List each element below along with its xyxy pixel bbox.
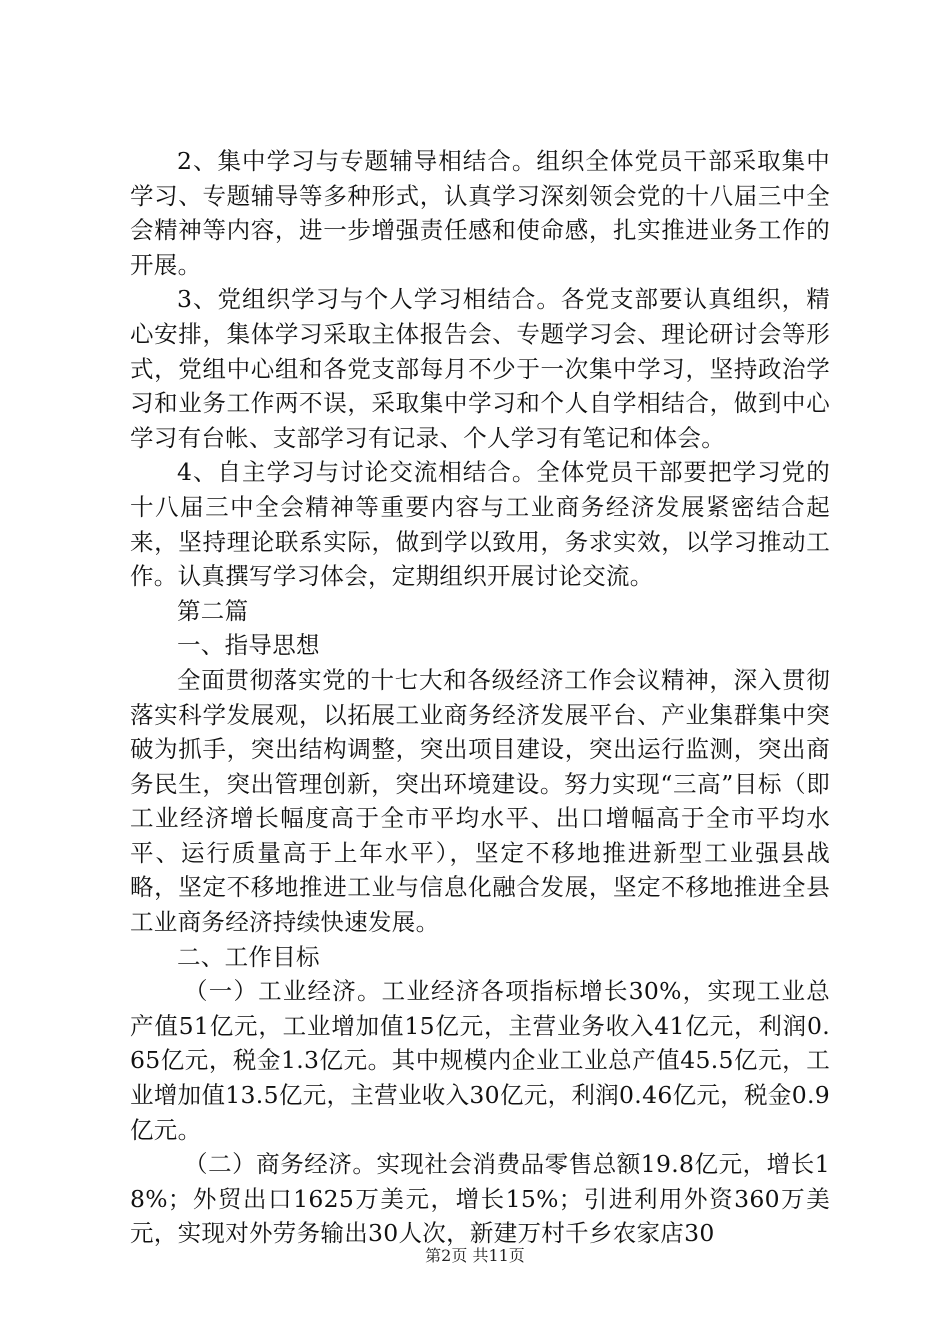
paragraph-item-3: 3、党组织学习与个人学习相结合。各党支部要认真组织，精心安排，集体学习采取主体报告会、专题学习会、理论研讨会等形式，党组中心组和各党支部每月不少于一次集中学习，坚持政治学习和业务工作两不误，采取集中学习和个人自学相结合，做到中心学习有台帐、支部学习有记录、个人学习有笔记和体会。 — [130, 285, 830, 452]
section-heading-work-goals: 二、工作目标 — [177, 942, 320, 971]
paragraph-guiding-thought: 全面贯彻落实党的十七大和各级经济工作会议精神，深入贯彻落实科学发展观，以拓展工业商务经济发展平台、产业集群集中突破为抓手，突出结构调整，突出项目建设，突出运行监测，突出商务民生，突出管理创新，突出环境建设。努力实现“三高”目标（即工业经济增长幅度高于全市平均水平、出口增幅高于全市平均水平、运行质量高于上年水平），坚定不移地推进新型工业强县战略，坚定不移地推进工业与信息化融合发展，坚定不移地推进全县工业商务经济持续快速发展。 — [130, 665, 830, 937]
paragraph-item-4: 4、自主学习与讨论交流相结合。全体党员干部要把学习党的十八届三中全会精神等重要内容与工业商务经济发展紧密结合起来，坚持理论联系实际，做到学以致用，务求实效，以学习推动工作。认真撰写学习体会，定期组织开展讨论交流。 — [130, 458, 830, 591]
paragraph-commerce-economy: （二）商务经济。实现社会消费品零售总额19.8亿元，增长18%；外贸出口1625万美元，增长15%；引进利用外资360万美元，实现对外劳务输出30人次，新建万村千乡农家店30 — [130, 1150, 830, 1248]
section-heading-second-part: 第二篇 — [177, 596, 249, 625]
paragraph-industrial-economy: （一）工业经济。工业经济各项指标增长30%，实现工业总产值51亿元，工业增加值15亿元，主营业务收入41亿元，利润0.65亿元，税金1.3亿元。其中规模内企业工业总产值45.5亿元，工业增加值13.5亿元，主营业收入30亿元，利润0.46亿元，税金0.9亿元。 — [130, 977, 830, 1144]
paragraph-item-2: 2、集中学习与专题辅导相结合。组织全体党员干部采取集中学习、专题辅导等多种形式，认真学习深刻领会党的十八届三中全会精神等内容，进一步增强责任感和使命感，扎实推进业务工作的开展。 — [130, 147, 830, 279]
document-body — [130, 144, 830, 1251]
page-number-footer: 第2页 共11页 — [425, 1246, 525, 1265]
section-heading-guiding-thought: 一、指导思想 — [177, 631, 320, 660]
